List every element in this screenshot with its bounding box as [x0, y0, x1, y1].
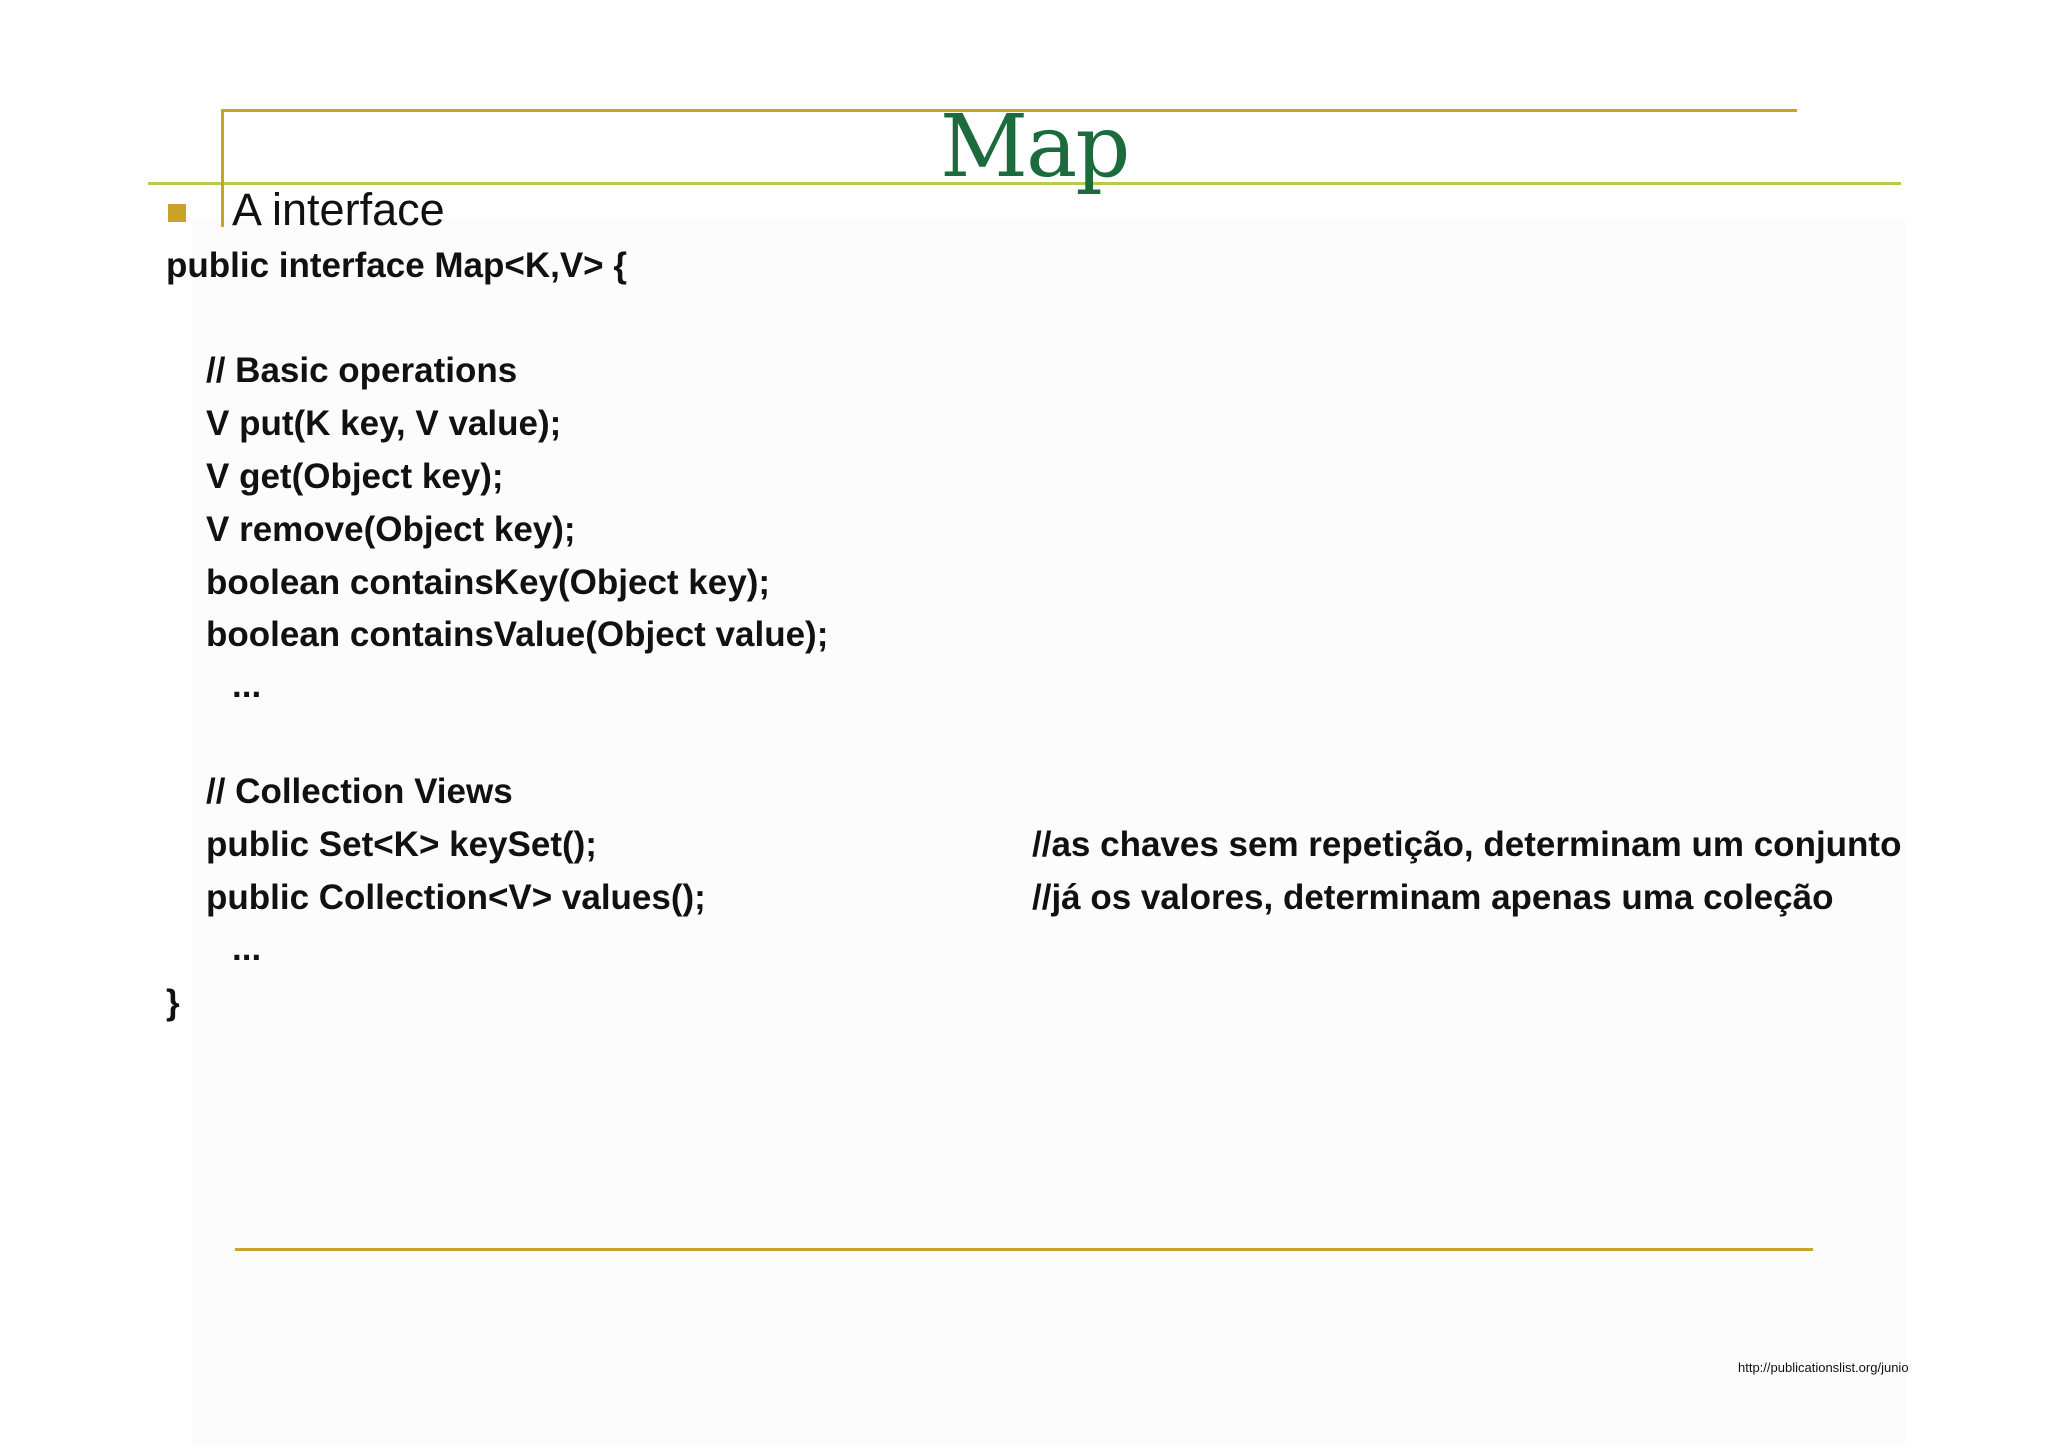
code-line-containsvalue: boolean containsValue(Object value); — [206, 615, 829, 654]
code-line-get: V get(Object key); — [206, 457, 504, 496]
bullet-square-icon — [168, 204, 186, 222]
code-line-keyset: public Set<K> keySet(); — [206, 825, 597, 864]
code-line-keyset-comment: //as chaves sem repetição, determinam um conjunto — [1032, 825, 1902, 864]
code-line-put: V put(K key, V value); — [206, 404, 562, 443]
code-line-closing-brace: } — [166, 983, 180, 1022]
code-line-basic-operations-comment: // Basic operations — [206, 351, 518, 390]
footer-url: http://publicationslist.org/junio — [1738, 1360, 1909, 1375]
code-line-interface: public interface Map<K,V> { — [166, 246, 627, 285]
code-line-collection-views-comment: // Collection Views — [206, 772, 513, 811]
slide-title: Map — [940, 97, 1129, 197]
code-line-values-comment: //já os valores, determinam apenas uma coleção — [1032, 878, 1834, 917]
code-line-values: public Collection<V> values(); — [206, 878, 706, 917]
bottom-gold-rule — [235, 1248, 1813, 1251]
code-line-ellipsis-2: ... — [232, 929, 262, 968]
code-line-containskey: boolean containsKey(Object key); — [206, 563, 771, 602]
left-vertical-rule — [221, 109, 224, 227]
code-line-remove: V remove(Object key); — [206, 510, 576, 549]
bullet-text: A interface — [232, 184, 445, 235]
code-line-ellipsis-1: ... — [232, 666, 262, 705]
